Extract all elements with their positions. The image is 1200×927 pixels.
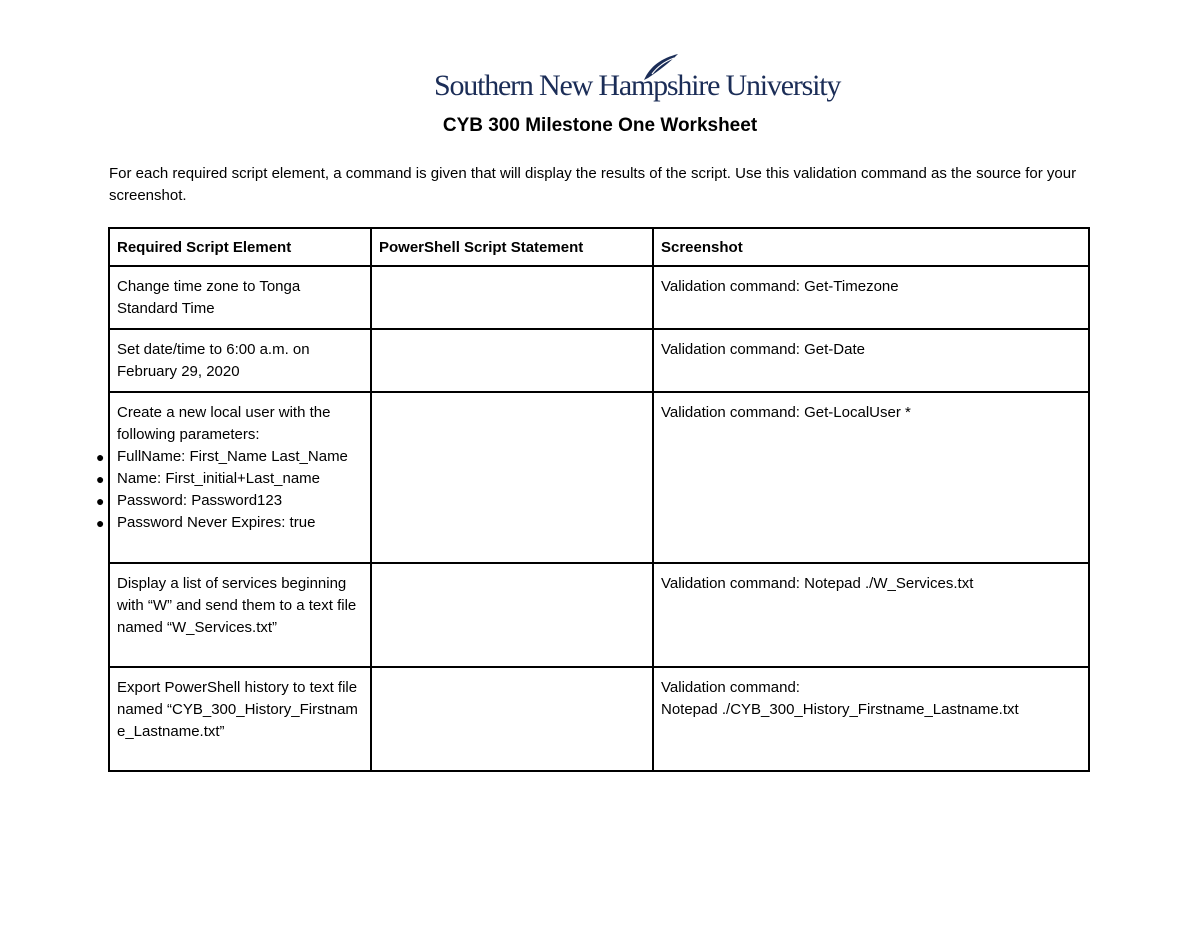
header-required-script-element: Required Script Element: [109, 228, 371, 266]
list-item: [96, 446, 363, 468]
list-item-text: Password: Password123: [117, 492, 283, 509]
element-cell: Set date/time to 6:00 a.m. on February 29, 2020: [109, 329, 371, 392]
statement-cell[interactable]: [371, 563, 653, 667]
validation-command: Notepad ./CYB_300_History_Firstname_Lastname.txt: [661, 701, 1019, 718]
list-item-text: Name: First_initial+Last_name: [117, 470, 321, 487]
statement-cell[interactable]: [371, 392, 653, 563]
bullet-icon: ●: [96, 471, 105, 487]
bullet-icon: ●: [96, 449, 105, 465]
element-cell: [96, 392, 371, 563]
logo-wordmark: Southern New Hampshire University: [434, 69, 841, 102]
screenshot-cell[interactable]: Validation command: Get-LocalUser *: [653, 392, 1089, 563]
screenshot-cell[interactable]: Validation command: Get-Date: [653, 329, 1089, 392]
list-item-text: FullName: First_Name Last_Name: [117, 448, 348, 465]
table-row: [109, 563, 1089, 667]
script-element-table: [96, 227, 1090, 772]
header-powershell-script-statement: PowerShell Script Statement: [371, 228, 653, 266]
table-row: [109, 667, 1089, 771]
validation-label: Validation command:: [661, 679, 800, 696]
table-header-row: [109, 228, 1089, 266]
screenshot-cell[interactable]: [653, 667, 1089, 771]
element-cell: Display a list of services beginning with “W” and send them to a text file named “W_Services.txt”: [109, 563, 371, 667]
list-item: [96, 468, 363, 490]
statement-cell[interactable]: [371, 329, 653, 392]
screenshot-cell[interactable]: Validation command: Notepad ./W_Services.txt: [653, 563, 1089, 667]
bullet-icon: ●: [96, 515, 105, 531]
statement-cell[interactable]: [371, 266, 653, 329]
table-row: [109, 329, 1089, 392]
list-item-text: Password Never Expires: true: [117, 514, 316, 531]
element-cell: Change time zone to Tonga Standard Time: [109, 266, 371, 329]
screenshot-cell[interactable]: Validation command: Get-Timezone: [653, 266, 1089, 329]
bullet-icon: ●: [96, 493, 105, 509]
statement-cell[interactable]: [371, 667, 653, 771]
list-item: [96, 490, 363, 512]
element-intro-text: Create a new local user with the following parameters:: [117, 404, 331, 443]
university-logo: [434, 52, 841, 104]
table-row: [109, 266, 1089, 329]
instructions-paragraph: For each required script element, a command is given that will display the results of the script. Use this validation command as the source for your screenshot.: [109, 165, 1077, 204]
table-row: [109, 392, 1089, 563]
worksheet-title: CYB 300 Milestone One Worksheet: [442, 115, 758, 136]
header-screenshot: Screenshot: [653, 228, 1089, 266]
element-cell: Export PowerShell history to text file named “CYB_300_History_Firstname_Lastname.txt”: [109, 667, 371, 771]
user-parameter-list: [96, 446, 363, 534]
list-item: [96, 512, 363, 534]
